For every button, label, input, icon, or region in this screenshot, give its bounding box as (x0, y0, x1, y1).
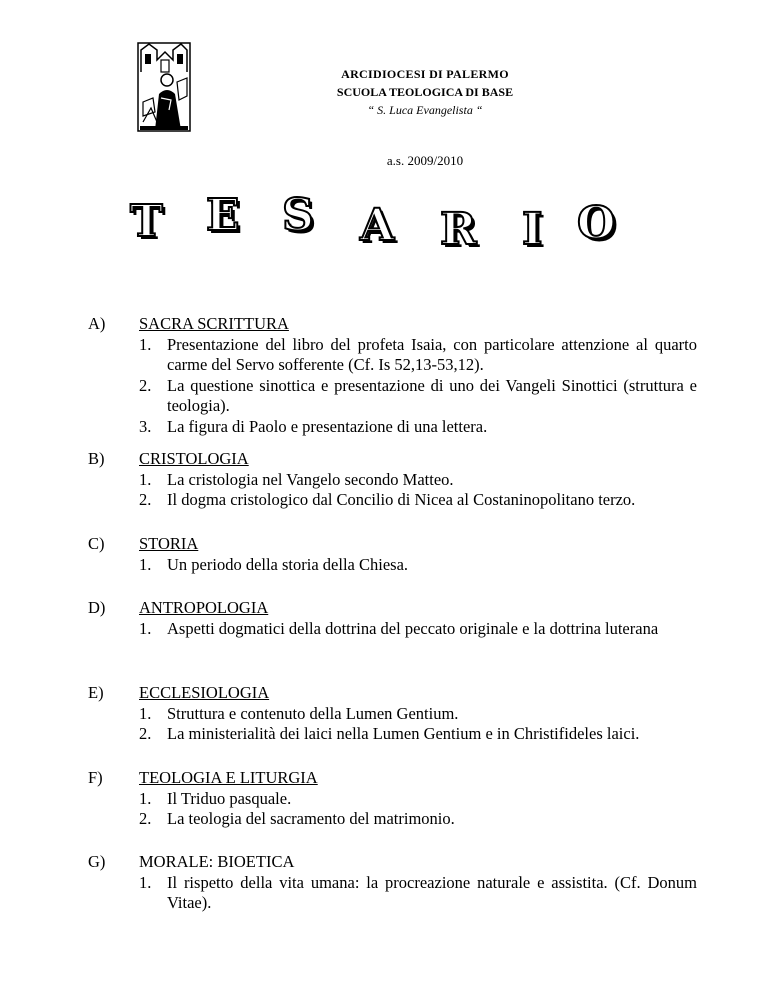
item-text: Un periodo della storia della Chiesa. (167, 554, 409, 574)
section-letter: A) (88, 314, 106, 333)
item-text: Il Triduo pasquale. (167, 788, 292, 808)
section-title: TEOLOGIA E LITURGIA (139, 768, 318, 787)
title-letter: A (360, 200, 395, 251)
title-letter: O (577, 198, 616, 249)
list-item (139, 417, 697, 438)
item-text: La figura di Paolo e presentazione di una lettera. (167, 416, 488, 436)
title-letter: S (282, 190, 314, 241)
item-number: 1. (139, 469, 152, 489)
item-text: La questione sinottica e presentazione di uno dei Vangeli Sinottici (struttura e teologia). (167, 375, 697, 415)
list-item (139, 789, 697, 810)
list-item (139, 809, 697, 830)
section-title: ECCLESIOLOGIA (139, 683, 270, 702)
list-item (139, 490, 697, 511)
section-title: MORALE: BIOETICA (139, 852, 295, 871)
academic-year: a.s. 2009/2010 (386, 153, 464, 168)
header-school: SCUOLA TEOLOGICA DI BASE (336, 85, 514, 99)
list-item (139, 376, 697, 417)
item-number: 1. (139, 872, 152, 892)
section-title: SACRA SCRITTURA (139, 314, 289, 333)
header-school-name: “ S. Luca Evangelista “ (367, 103, 483, 117)
title-letter: T (130, 196, 163, 247)
item-text: La cristologia nel Vangelo secondo Matteo. (167, 469, 454, 489)
list-item (139, 335, 697, 376)
title-letter: R (440, 204, 477, 255)
section-letter: E) (88, 683, 104, 702)
item-number: 2. (139, 724, 152, 743)
item-number: 1. (139, 554, 152, 574)
section-letter: B) (88, 449, 105, 468)
item-number: 2. (139, 809, 152, 828)
list-item (139, 555, 697, 576)
header-diocese: ARCIDIOCESI DI PALERMO (341, 67, 509, 81)
list-item (139, 724, 697, 745)
item-text: Struttura e contenuto della Lumen Gentium. (167, 703, 459, 723)
section-title: STORIA (139, 534, 199, 553)
title-letter: E (206, 190, 240, 241)
item-text: La ministerialità dei laici nella Lumen Gentium e in Christifideles laici. (167, 724, 640, 743)
list-item (139, 704, 697, 725)
item-text: Aspetti dogmatici della dottrina del peccato originale e la dottrina luterana (167, 618, 659, 638)
list-item (139, 470, 697, 491)
item-text: La teologia del sacramento del matrimonio. (167, 809, 455, 828)
list-item (139, 873, 697, 914)
item-number: 1. (139, 788, 152, 808)
section-title: ANTROPOLOGIA (139, 598, 269, 617)
section-title: CRISTOLOGIA (139, 449, 249, 468)
document-title (0, 190, 768, 255)
item-number: 3. (139, 416, 152, 436)
title-letter: I (522, 204, 543, 255)
list-item (139, 619, 697, 640)
diocese-logo-illustration (137, 42, 191, 132)
item-text: Il dogma cristologico dal Concilio di Nicea al Costaninopolitano terzo. (167, 490, 636, 509)
item-number: 2. (139, 375, 152, 395)
section-letter: G) (88, 852, 106, 871)
section-letter: D) (88, 598, 106, 617)
item-text: Il rispetto della vita umana: la procreazione naturale e assistita. (Cf. Donum Vitae). (167, 872, 697, 912)
item-number: 1. (139, 618, 152, 638)
item-number: 2. (139, 490, 152, 509)
section-letter: C) (88, 534, 105, 553)
item-number: 1. (139, 334, 152, 354)
item-text: Presentazione del libro del profeta Isaia, con particolare attenzione al quarto carme del Servo sofferente (Cf. Is 52,13-53,12). (167, 334, 697, 374)
item-number: 1. (139, 703, 152, 723)
section-letter: F) (88, 768, 103, 787)
